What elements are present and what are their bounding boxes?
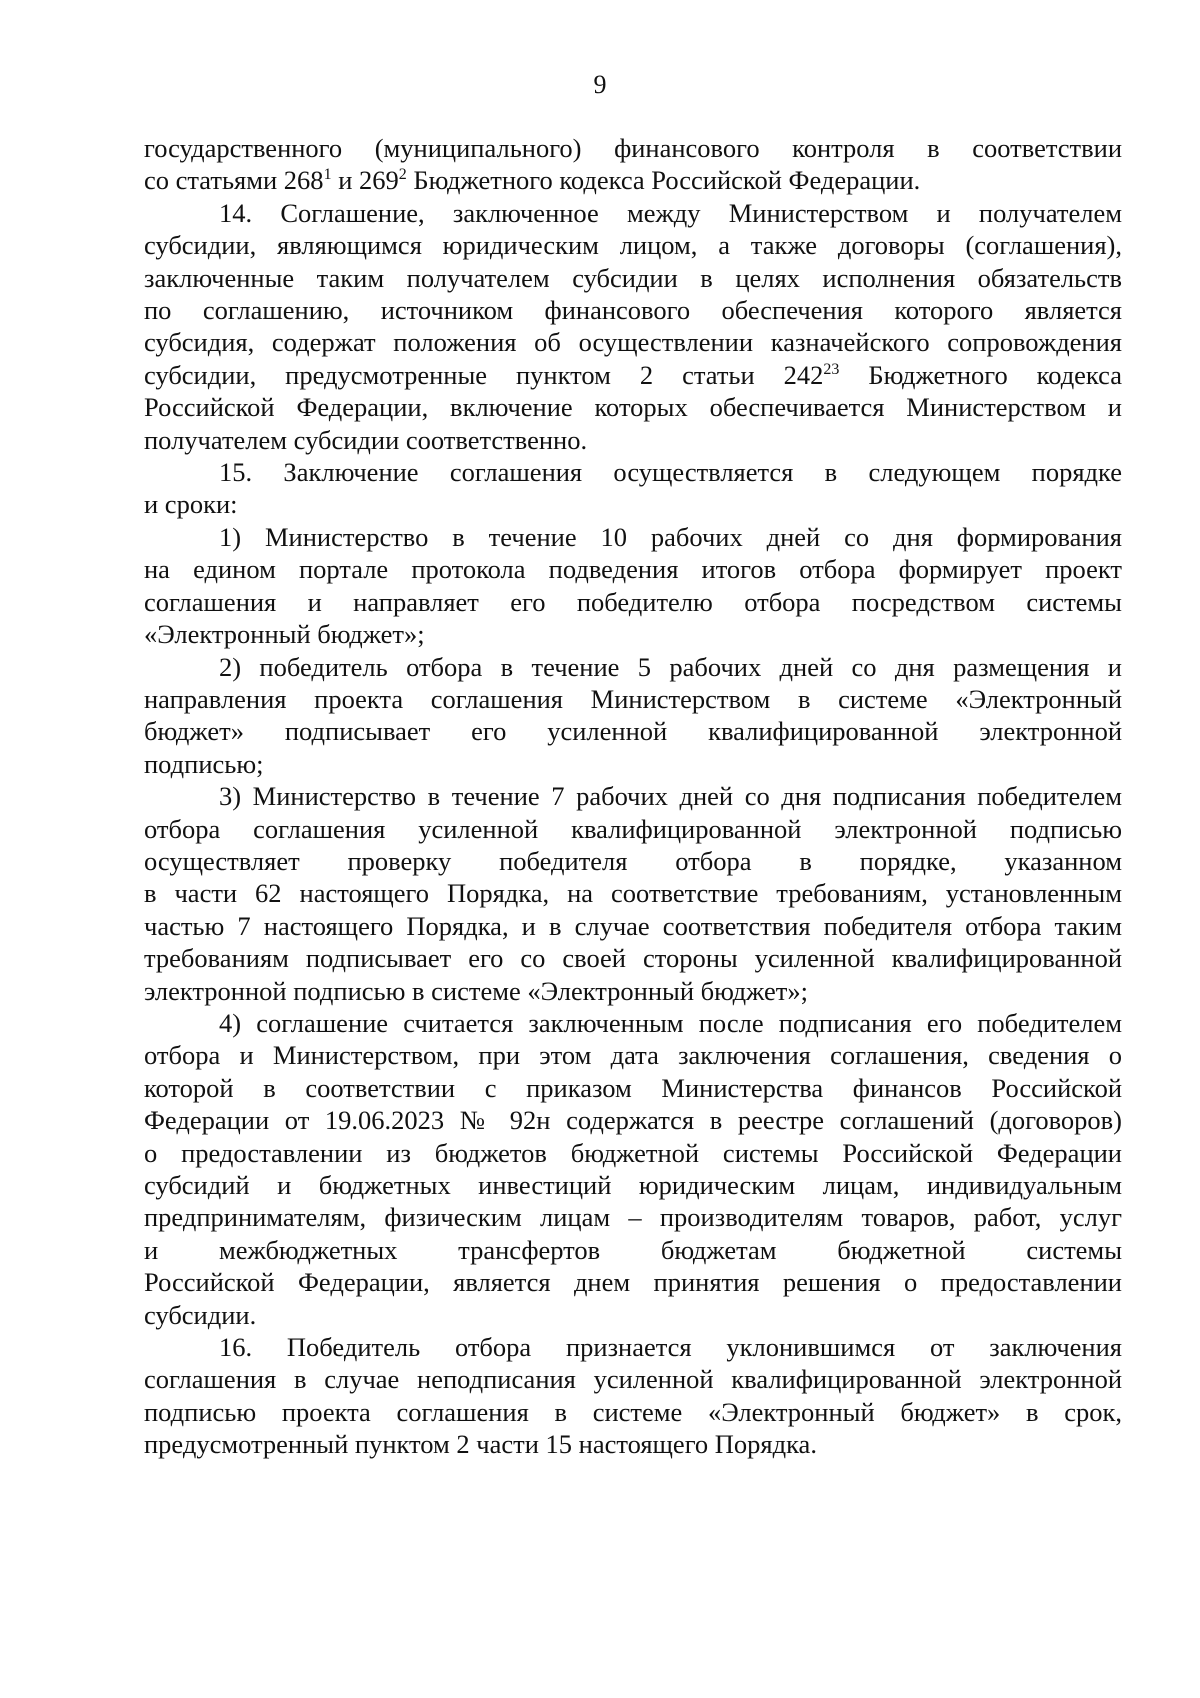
text-line: требованиям подписывает его со своей стороны усиленной квалифицированной bbox=[144, 943, 1122, 974]
text-line: подписью проекта соглашения в системе «Электронный бюджет» в срок, bbox=[144, 1396, 1122, 1427]
text-line: отбора соглашения усиленной квалифицированной электронной подписью bbox=[144, 813, 1122, 844]
text-line: государственного (муниципального) финансового контроля в соответствии bbox=[144, 133, 1122, 163]
text-line: «Электронный бюджет»; bbox=[144, 619, 425, 650]
text-line: электронной подписью в системе «Электронный бюджет»; bbox=[144, 975, 808, 1006]
paragraph bbox=[144, 780, 1122, 1007]
text-line: 15. Заключение соглашения осуществляется в следующем порядке bbox=[219, 457, 1122, 488]
text-line: субсидии, являющимся юридическим лицом, а также договоры (соглашения), bbox=[144, 230, 1122, 261]
text-line: соглашения в случае неподписания усиленной квалифицированной электронной bbox=[144, 1364, 1122, 1395]
text-line: Федерации от 19.06.2023 № 92н содержатся в реестре соглашений (договоров) bbox=[144, 1105, 1122, 1136]
text-line: 2) победитель отбора в течение 5 рабочих дней со дня размещения и bbox=[219, 651, 1122, 682]
paragraph bbox=[144, 1331, 1122, 1461]
document-body bbox=[144, 132, 1122, 1461]
text-line: субсидии, предусмотренные пунктом 2 статьи $242^{23}$ Бюджетного кодекса bbox=[144, 359, 1122, 390]
text-line: со статьями $268^1$ и $269^2$ Бюджетного кодекса Российской Федерации. bbox=[144, 165, 921, 196]
paragraph bbox=[144, 456, 1122, 521]
text-line: бюджет» подписывает его усиленной квалифицированной электронной bbox=[144, 716, 1122, 747]
text-line: отбора и Министерством, при этом дата заключения соглашения, сведения о bbox=[144, 1040, 1122, 1071]
text-line: в части 62 настоящего Порядка, на соответствие требованиям, установленным bbox=[144, 878, 1122, 909]
text-line: о предоставлении из бюджетов бюджетной системы Российской Федерации bbox=[144, 1137, 1122, 1168]
text-line: по соглашению, источником финансового обеспечения которого является bbox=[144, 295, 1122, 326]
text-line: получателем субсидии соответственно. bbox=[144, 424, 588, 455]
text-line: Российской Федерации, является днем принятия решения о предоставлении bbox=[144, 1267, 1122, 1298]
text-line: Российской Федерации, включение которых обеспечивается Министерством и bbox=[144, 392, 1122, 423]
text-line: направления проекта соглашения Министерством в системе «Электронный bbox=[144, 683, 1122, 714]
text-line: предусмотренный пунктом 2 части 15 настоящего Порядка. bbox=[144, 1429, 817, 1460]
text-line: на едином портале протокола подведения итогов отбора формирует проект bbox=[144, 554, 1122, 585]
paragraph bbox=[144, 521, 1122, 651]
text-line: субсидий и бюджетных инвестиций юридическим лицам, индивидуальным bbox=[144, 1170, 1122, 1200]
text-line: субсидии. bbox=[144, 1299, 257, 1330]
text-line: 14. Соглашение, заключенное между Министерством и получателем bbox=[219, 197, 1122, 228]
text-line: и сроки: bbox=[144, 489, 238, 520]
text-line: которой в соответствии с приказом Министерства финансов Российской bbox=[144, 1072, 1122, 1103]
text-line: предпринимателям, физическим лицам – производителям товаров, работ, услуг bbox=[144, 1202, 1122, 1233]
text-line: подписью; bbox=[144, 748, 264, 779]
text-line: заключенные таким получателем субсидии в целях исполнения обязательств bbox=[144, 262, 1122, 293]
text-line: 1) Министерство в течение 10 рабочих дней со дня формирования bbox=[219, 521, 1122, 552]
text-line: 4) соглашение считается заключенным после подписания его победителем bbox=[219, 1007, 1122, 1038]
text-line: частью 7 настоящего Порядка, и в случае соответствия победителя отбора таким bbox=[144, 910, 1122, 941]
paragraph bbox=[144, 1007, 1122, 1331]
page-number: 9 bbox=[593, 70, 607, 99]
text-line: осуществляет проверку победителя отбора в порядке, указанном bbox=[144, 845, 1122, 876]
text-line: и межбюджетных трансфертов бюджетам бюджетной системы bbox=[144, 1234, 1122, 1265]
text-line: субсидия, содержат положения об осуществлении казначейского сопровождения bbox=[144, 327, 1122, 358]
paragraph bbox=[144, 651, 1122, 781]
paragraph bbox=[144, 132, 1122, 197]
paragraph bbox=[144, 197, 1122, 456]
text-line: соглашения и направляет его победителю отбора посредством системы bbox=[144, 586, 1122, 617]
text-line: 3) Министерство в течение 7 рабочих дней со дня подписания победителем bbox=[219, 781, 1122, 812]
text-line: 16. Победитель отбора признается уклонившимся от заключения bbox=[219, 1332, 1122, 1363]
